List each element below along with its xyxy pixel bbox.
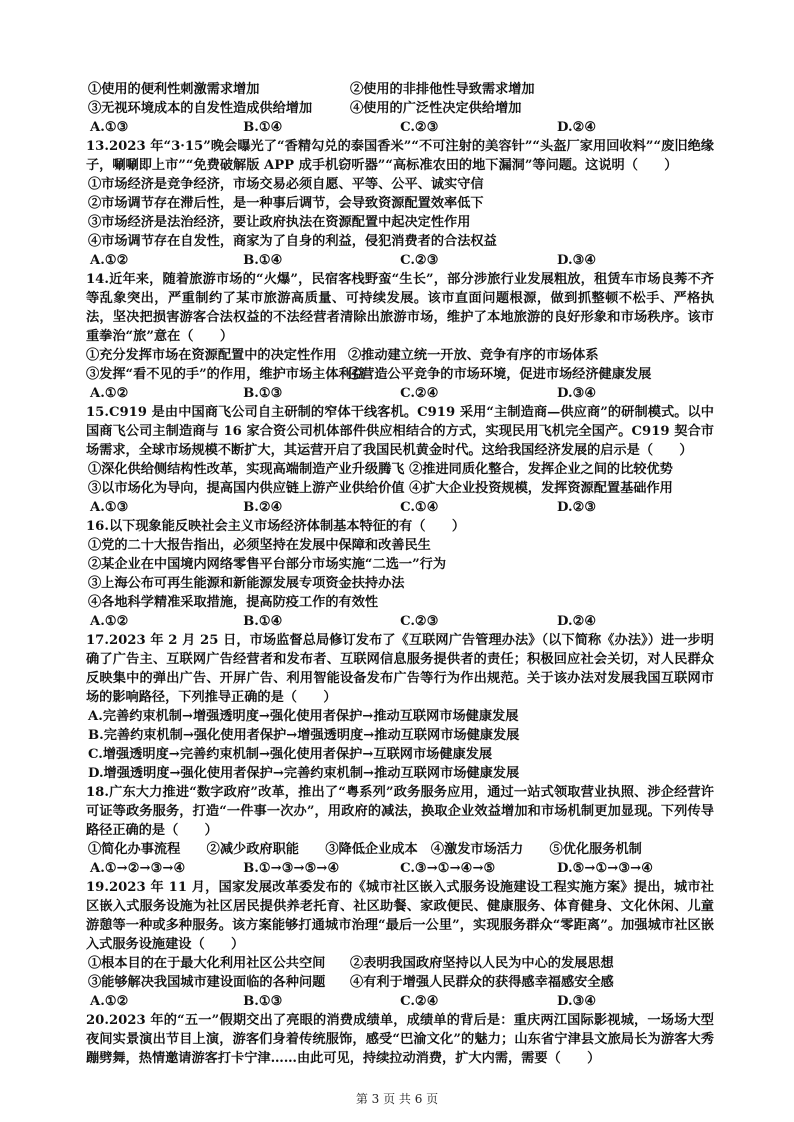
answer-row (86, 992, 714, 1011)
option: ④使用的广泛性决定供给增加 (350, 101, 522, 116)
question-18 (86, 783, 714, 878)
answer-choice: A.①② (90, 386, 129, 401)
option-row: ①深化供给侧结构性改革，实现高端制造产业升级腾飞 ②推进同质化整合，发挥企业之间的比较优势 (88, 462, 673, 477)
answer-choice: C.③→①→④→⑤ (400, 861, 496, 876)
answer-choice: D.③④ (557, 994, 597, 1009)
answer-choice: A.①③ (90, 500, 129, 515)
question-12 (86, 80, 714, 137)
option: ④营造公平竞争的市场环境，促进市场经济健康发展 (348, 367, 652, 382)
option: ②表明我国政府坚持以人民为中心的发展思想 (350, 956, 614, 971)
option: ③上海公布可再生能源和新能源发展专项资金扶持办法 (88, 576, 405, 591)
option-row (86, 954, 714, 973)
option: C.增强透明度→完善约束机制→强化使用者保护→互联网市场健康发展 (88, 747, 493, 762)
question-stem: 19.2023 年 11 月，国家发展改革委发布的《城市社区嵌入式服务设施建设工程实施方案》提出，城市社区嵌入式服务设施为社区居民提供养老托育、社区助餐、家政便民、健康服务、体育健身、文化休闲、儿童游憩等一种或多种服务。该方案能够打通城市治理“最后一公里”，实现服务群众“零距离”。加强城市社区嵌入式服务设施建设（ ） (86, 880, 714, 952)
answer-row (86, 859, 714, 878)
answer-choice: D.②④ (557, 120, 597, 135)
answer-choice: B.②④ (243, 500, 283, 515)
question-stem: 16.以下现象能反映社会主义市场经济体制基本特征的有（ ） (86, 519, 466, 534)
option: ①根本目的在于最大化利用社区公共空间 (88, 956, 326, 971)
answer-choice: D.②③ (557, 500, 597, 515)
option-row: ③以市场化为导向，提高国内供应链上游产业供给价值 ④扩大企业投资规模，发挥资源配置基础作用 (88, 481, 673, 496)
option-row (86, 99, 714, 118)
option: ③发挥“看不见的手”的作用，维护市场主体利益 (86, 367, 365, 382)
question-stem: 14.近年来，随着旅游市场的“火爆”，民宿客栈野蛮“生长”，部分涉旅行业发展粗放，租赁车市场良莠不齐等乱象突出，严重制约了某市旅游高质量、可持续发展。该市直面问题根源，做到抓整顿不松手、严格执法，坚决把损害游客合法权益的不法经营者清除出旅游市场，维护了本地旅游的良好形象和市场秩序。该市重拳治“旅”意在（ ） (86, 272, 714, 344)
question-13 (86, 137, 714, 270)
option: ①党的二十大报告指出，必须坚持在发展中保障和改善民生 (88, 538, 431, 553)
answer-choice: B.①③ (243, 386, 283, 401)
option-row (86, 973, 714, 992)
answer-choice: D.③④ (557, 386, 597, 401)
question-16 (86, 517, 714, 631)
option: ④市场调节存在自发性，商家为了自身的利益，侵犯消费者的合法权益 (88, 234, 497, 249)
option-row (86, 346, 714, 365)
question-stem: 13.2023 年“3·15”晚会曝光了“香精勾兑的泰国香米”“不可注射的美容针”“头盔厂家用回收料”“废旧绝缘子，唰唰即上市”“免费破解版 APP 成手机窃听器”“高标准农田的地下漏洞”等问题。这说明（ ） (86, 139, 714, 173)
question-15 (86, 403, 714, 517)
option-row: ①简化办事流程 ②减少政府职能 ③降低企业成本 ④激发市场活力 ⑤优化服务机制 (88, 842, 642, 857)
option: ②使用的非排他性导致需求增加 (350, 82, 535, 97)
answer-choice: A.①③ (90, 120, 129, 135)
answer-choice: D.③④ (557, 253, 597, 268)
option: ①充分发挥市场在资源配置中的决定性作用 (86, 348, 337, 363)
question-20 (86, 1011, 714, 1068)
answer-choice: C.②③ (400, 253, 439, 268)
option: ①使用的便利性刺激需求增加 (88, 82, 260, 97)
option: ①市场经济是竞争经济，市场交易必须自愿、平等、公平、诚实守信 (88, 177, 484, 192)
option: ③能够解决我国城市建设面临的各种问题 (88, 975, 326, 990)
page-number: 第 3 页 共 6 页 (355, 1092, 439, 1106)
option: ②市场调节存在滞后性，是一种事后调节，会导致资源配置效率低下 (88, 196, 484, 211)
option: ④各地科学精准采取措施，提高防疫工作的有效性 (88, 595, 379, 610)
option-row (86, 365, 714, 384)
option: ②某企业在中国境内网络零售平台部分市场实施“二选一”行为 (88, 557, 447, 572)
question-stem: 15.C919 是由中国商飞公司自主研制的窄体干线客机。C919 采用“主制造商—供应商”的研制模式。以中国商飞公司主制造商与 16 家合资公司机体部件供应相结合的方式，实现民用飞机完全国产。C919 契合市场需求，全球市场规模不断扩大，其运营开启了我国民机黄金时代。这给我国经济发展的启示是（ ） (86, 405, 714, 458)
answer-row (86, 612, 714, 631)
answer-choice: C.②③ (400, 614, 439, 629)
answer-choice: B.①③ (243, 994, 283, 1009)
option: ③无视环境成本的自发性造成供给增加 (88, 101, 313, 116)
answer-choice: C.②④ (400, 386, 439, 401)
answer-choice: A.①→②→③→④ (90, 861, 186, 876)
question-stem: 18.广东大力推进“数字政府”改革，推出了“粤系列”政务服务应用，通过一站式领取营业执照、涉企经营许可证等政务服务，打造“一件事一次办”，用政府的减法，换取企业效益增加和市场机制更加显现。下列传导路径正确的是（ ） (86, 785, 714, 838)
answer-choice: A.①② (90, 253, 129, 268)
answer-choice: D.②④ (557, 614, 597, 629)
answer-choice: D.⑤→①→③→④ (557, 861, 654, 876)
answer-row (86, 118, 714, 137)
answer-choice: C.②③ (400, 120, 439, 135)
question-14 (86, 270, 714, 403)
answer-choice: B.①④ (243, 253, 283, 268)
option-row (86, 80, 714, 99)
option: A.完善约束机制→增强透明度→强化使用者保护→推动互联网市场健康发展 (88, 709, 519, 724)
answer-choice: B.①④ (243, 120, 283, 135)
question-17 (86, 631, 714, 783)
answer-choice: B.①④ (243, 614, 283, 629)
option: ④有利于增强人民群众的获得感幸福感安全感 (350, 975, 614, 990)
answer-choice: A.①② (90, 614, 129, 629)
option: ③市场经济是法治经济，要让政府执法在资源配置中起决定性作用 (88, 215, 471, 230)
answer-row (86, 384, 714, 403)
answer-choice: C.①④ (400, 500, 439, 515)
option: B.完善约束机制→强化使用者保护→增强透明度→推动互联网市场健康发展 (88, 728, 520, 743)
answer-row (86, 498, 714, 517)
answer-choice: A.①② (90, 994, 129, 1009)
option: D.增强透明度→强化使用者保护→完善约束机制→推动互联网市场健康发展 (88, 766, 520, 781)
question-19 (86, 878, 714, 1011)
option: ②推动建立统一开放、竞争有序的市场体系 (348, 348, 599, 363)
question-stem: 20.2023 年的“五一”假期交出了亮眼的消费成绩单，成绩单的背后是：重庆两江国际影视城，一场场大型夜间实景演出节目上演，游客们身着传统服饰，感受“巴渝文化”的魅力；山东省宁津县文旅局长为游客大秀蹦劈舞，热情邀请游客打卡宁津……由此可见，持续拉动消费，扩大内需，需要（ ） (86, 1013, 714, 1066)
question-stem: 17.2023 年 2 月 25 日，市场监督总局修订发布了《互联网广告管理办法》（以下简称《办法》）进一步明确了广告主、互联网广告经营者和发布者、互联网信息服务提供者的责任；积极回应社会关切，对人民群众反映集中的弹出广告、开屏广告、利用智能设备发布广告等行为作出规范。关于该办法对发展我国互联网市场的影响路径，下列推导正确的是（ ） (86, 633, 714, 705)
answer-row (86, 251, 714, 270)
answer-choice: C.②④ (400, 994, 439, 1009)
answer-choice: B.①→③→⑤→④ (243, 861, 340, 876)
